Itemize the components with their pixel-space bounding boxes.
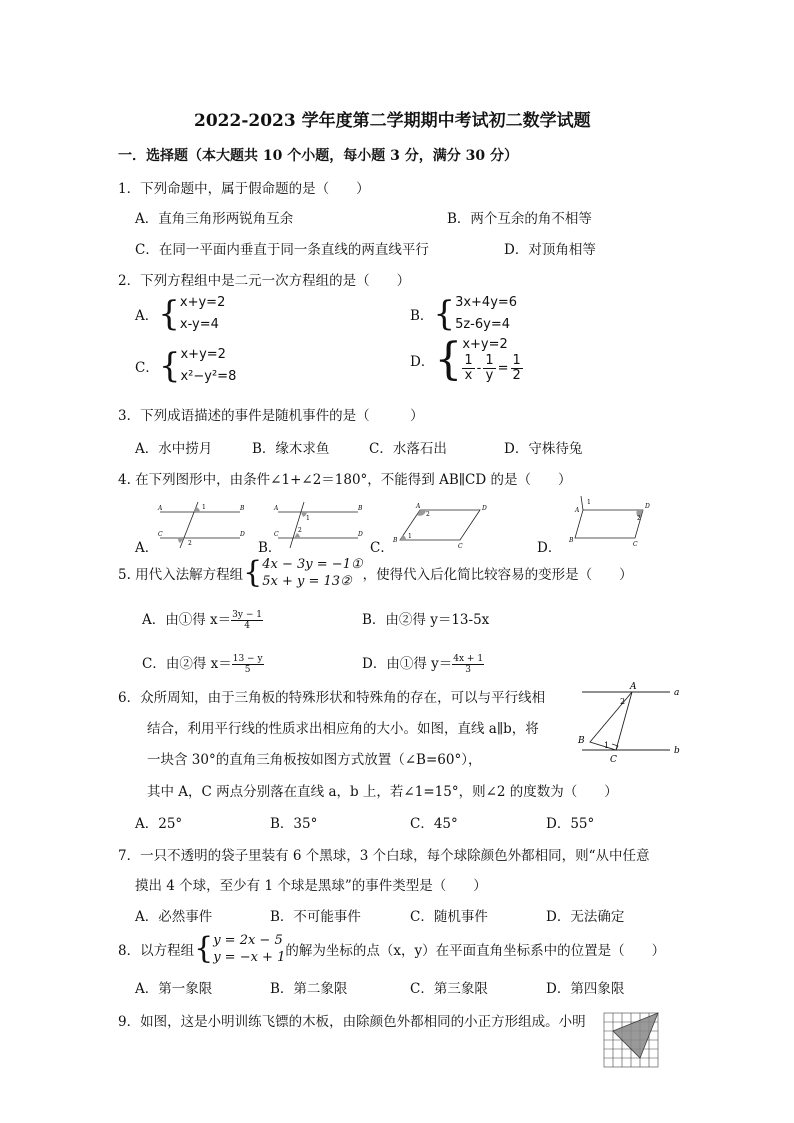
q1-option-b: B．两个互余的角不相等	[447, 211, 592, 227]
q5-eq2: 5x + y = 13②	[262, 574, 352, 589]
q5-option-a: A．由①得 x＝ $\frac{3y - 1}{4}$	[142, 610, 262, 631]
q2-option-a: A．{x+y=2 x-y=4	[135, 294, 226, 334]
svg-text:D: D	[482, 505, 487, 512]
q9-stem: 9．如图，这是小明训练飞镖的木板，由除颜色外都相同的小正方形组成。小明	[118, 1014, 586, 1030]
q2-b-eq1: 3x+4y=6	[455, 295, 518, 310]
q4-option-b: B．	[258, 540, 282, 556]
q3-stem: 3．下列成语描述的事件是随机事件的是（ ）	[118, 408, 424, 424]
q8-option-d: D．第四象限	[546, 981, 625, 997]
q5-eq1: 4x − 3y = −1①	[262, 557, 363, 572]
q6-option-d: D．55°	[546, 816, 595, 832]
svg-text:B: B	[393, 537, 398, 544]
q7-line1: 7．一只不透明的袋子里装有 6 个黑球，3 个白球，每个球除颜色外都相同，则“从中任意	[118, 848, 650, 864]
q2-option-d: D．{x+y=2 $\frac{1}{x}$ - $\frac{1}{y}$ = $\frac{1}{2}$	[410, 333, 521, 385]
q6-option-a: A．25°	[135, 816, 183, 832]
svg-text:1: 1	[408, 533, 412, 540]
q4-stem: 4. 在下列图形中，由条件∠1+∠2＝180°，不能得到 AB∥CD 的是（ ）	[118, 472, 572, 488]
q2-a-eq2: x-y=4	[179, 317, 219, 332]
page-title: 2022-2023 学年度第二学期期中考试初二数学试题	[194, 111, 591, 131]
q8-stem: 8．以方程组{y = 2x − 5 y = −x + 1的解为坐标的点（x，y）在平面直角坐标系中的位置是（ ）	[118, 931, 666, 966]
q5-option-b: B．由②得 y＝13-5x	[362, 612, 490, 628]
q7-line2: 摸出 4 个球，至少有 1 个球是黑球”的事件类型是（ ）	[135, 878, 487, 894]
q4-figure-b	[268, 498, 368, 550]
svg-text:2: 2	[298, 527, 302, 534]
q1-stem: 1．下列命题中，属于假命题的是（ ）	[118, 181, 370, 197]
q6-line4: 其中 A，C 两点分别落在直线 a，b 上，若∠1=15°，则∠2 的度数为（ ）	[147, 784, 618, 800]
svg-text:1: 1	[587, 499, 591, 506]
svg-text:A: A	[630, 682, 637, 692]
q2-c-eq1: x+y=2	[180, 347, 226, 362]
q7-option-d: D．无法确定	[546, 909, 625, 925]
svg-text:2: 2	[620, 697, 626, 706]
svg-text:1: 1	[306, 515, 310, 522]
q2-b-eq2: 5z-6y=4	[455, 317, 510, 332]
q4-option-d: D．	[537, 540, 562, 556]
q4-option-a: A．	[135, 540, 159, 556]
q4-option-c: C．	[370, 540, 394, 556]
q3-option-b: B．缘木求鱼	[252, 441, 330, 457]
q2-d-eq1: x+y=2	[462, 337, 508, 352]
q8-option-a: A．第一象限	[135, 981, 213, 997]
q6-line3: 一块含 30°的直角三角板按如图方式放置（∠B=60°），	[147, 752, 482, 768]
svg-text:A: A	[575, 507, 580, 514]
q1-option-c: C．在同一平面内垂直于同一条直线的两直线平行	[135, 242, 429, 258]
q5-option-d: D．由①得 y＝ $\frac{4x + 1}{3}$	[362, 654, 484, 675]
q6-line1: 6．众所周知，由于三角板的特殊形状和特殊角的存在，可以与平行线相	[118, 690, 546, 706]
q1-option-d: D．对顶角相等	[504, 242, 596, 258]
svg-text:C: C	[458, 543, 463, 550]
q6-figure	[572, 680, 687, 765]
svg-text:A: A	[274, 505, 279, 512]
q3-option-d: D．守株待兔	[504, 441, 583, 457]
q1-option-a: A．直角三角形两锐角互余	[135, 211, 294, 227]
svg-text:C: C	[610, 755, 617, 765]
q6-line2: 结合，利用平行线的性质求出相应角的大小。如图，直线 a∥b，将	[147, 721, 539, 737]
svg-text:B: B	[569, 537, 574, 544]
q2-option-c: C．{x+y=2 x²−y²=8	[135, 346, 237, 386]
svg-text:D: D	[645, 503, 650, 510]
q2-option-b: B．{3x+4y=6 5z-6y=4	[410, 294, 518, 334]
svg-text:C: C	[158, 531, 163, 538]
svg-text:2: 2	[426, 511, 430, 518]
section-heading: 一．选择题（本大题共 10 个小题，每小题 3 分，满分 30 分）	[118, 148, 518, 164]
q6-option-b: B．35°	[270, 816, 318, 832]
svg-text:A: A	[416, 503, 421, 510]
q3-option-c: C．水落石出	[369, 441, 447, 457]
q2-a-eq1: x+y=2	[179, 295, 226, 310]
svg-text:1: 1	[202, 504, 206, 511]
q8-eq2: y = −x + 1	[213, 950, 286, 965]
q4-figure-d	[565, 492, 650, 550]
svg-text:A: A	[158, 505, 163, 512]
q5-stem: 5. 用代入法解方程组{4x − 3y = −1① 5x + y = 13② ，使得代入后化简比较容易的变形是（ ）	[118, 555, 633, 590]
q7-option-c: C．随机事件	[410, 909, 488, 925]
svg-text:B: B	[578, 736, 585, 746]
svg-text:1: 1	[604, 741, 610, 750]
q7-option-b: B．不可能事件	[270, 909, 361, 925]
svg-text:B: B	[240, 505, 245, 512]
svg-text:b: b	[674, 746, 680, 756]
svg-text:D: D	[358, 531, 363, 538]
svg-text:2: 2	[637, 515, 641, 522]
svg-text:2: 2	[188, 540, 192, 547]
svg-text:B: B	[358, 505, 363, 512]
svg-text:C: C	[633, 541, 638, 548]
q4-figure-c	[390, 498, 490, 550]
q2-stem: 2．下列方程组中是二元一次方程组的是（ ）	[118, 273, 411, 289]
q2-c-eq2: x²−y²=8	[180, 369, 237, 384]
svg-text:a: a	[674, 688, 680, 698]
q8-option-c: C．第三象限	[410, 981, 488, 997]
svg-text:D: D	[240, 531, 245, 538]
q8-eq1: y = 2x − 5	[213, 933, 283, 948]
q7-option-a: A．必然事件	[135, 909, 213, 925]
q3-option-a: A．水中捞月	[135, 441, 213, 457]
q4-figure-a	[150, 498, 250, 550]
q5-option-c: C．由②得 x＝ $\frac{13 - y}{5}$	[142, 654, 263, 675]
q8-option-b: B．第二象限	[270, 981, 348, 997]
dartboard-figure	[603, 1012, 661, 1070]
svg-text:C: C	[274, 531, 279, 538]
q6-option-c: C．45°	[410, 816, 458, 832]
